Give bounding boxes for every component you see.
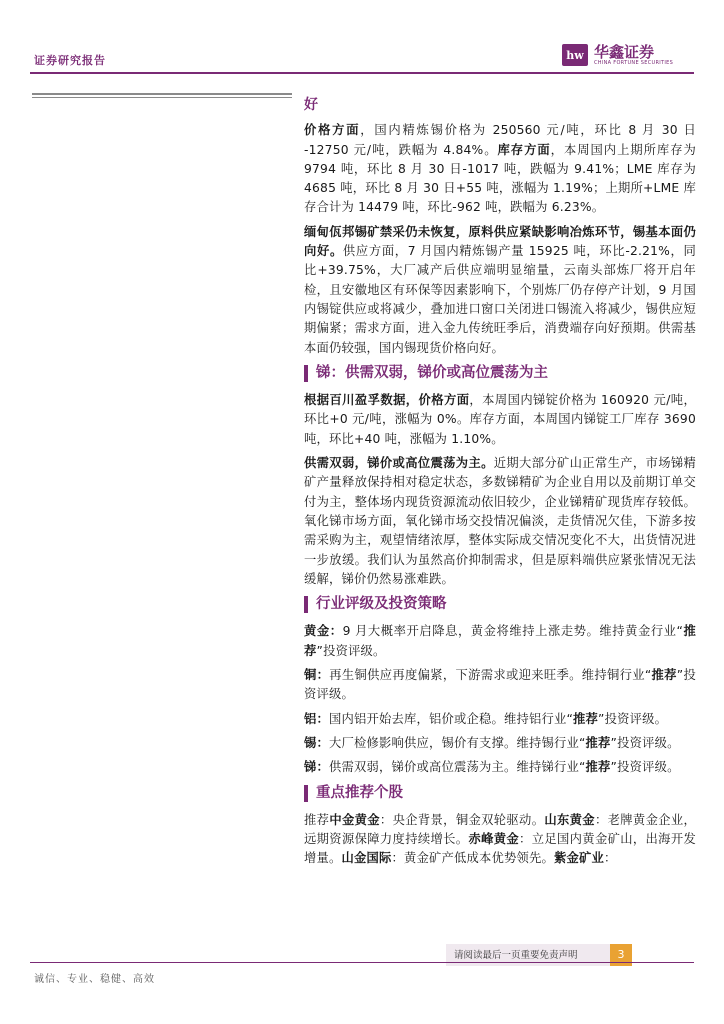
logo-name-cn: 华鑫证券 bbox=[594, 43, 655, 61]
section-heading-stocks: 重点推荐个股 bbox=[304, 784, 696, 803]
logo-name-en: CHINA FORTUNE SECURITIES bbox=[594, 60, 674, 66]
paragraph-antimony-price: 根据百川盈孚数据，价格方面，本周国内锑锭价格为 160920 元/吨，环比+0 元/吨，涨幅为 0%。库存方面，本周国内锑锭工厂库存 3690 吨，环比+40 吨，涨幅为 1.10%。 bbox=[304, 393, 696, 446]
paragraph-antimony-supply: 供需双弱，锑价或高位震荡为主。近期大部分矿山正常生产，市场锑精矿产量释放保持相对稳定状态，多数锑精矿为企业自用以及前期订单交付为主，整体场内现货资源流动依旧较少，企业锑精矿现货库存较低。氧化锑市场方面，氧化锑市场交投情况偏淡，走货情况欠佳，下游多按需采购为主，观望情绪浓厚，整体实际成交情况变化不大，出货情况进一步放缓。我们认为虽然高价抑制需求，但是原料端供应紧张情况无法缓解，锑价仍然易涨难跌。 bbox=[304, 456, 696, 586]
section-heading-antimony: 锑：供需双弱，锑价或高位震荡为主 bbox=[304, 364, 696, 383]
rating-copper: 铜：再生铜供应再度偏紧，下游需求或迎来旺季。维持铜行业“推荐”投资评级。 bbox=[304, 668, 696, 702]
rating-antimony: 锑：供需双弱，锑价或高位震荡为主。维持锑行业“推荐”投资评级。 bbox=[304, 760, 680, 775]
header-divider bbox=[30, 72, 694, 74]
paragraph-tin-supply: 缅甸佤邦锡矿禁采仍未恢复，原料供应紧缺影响冶炼环节，锡基本面仍向好。供应方面，7 月国内精炼锡产量 15925 吨，环比-2.21%，同比+39.75%，大厂减产后供应端明显缩量，云南头部炼厂将开启年检，且安徽地区有环保等因素影响下，个别炼厂仍存停产计划，9 月国内锡锭供应或将减少，叠加进口窗口关闭进口锡流入将减少，锡供应短期偏紧；需求方面，进入金九传统旺季后，消费端存向好预期。供需基本面仍较强，国内锡现货价格向好。 bbox=[304, 224, 696, 355]
section-bar-icon bbox=[304, 596, 308, 613]
disclaimer-link[interactable]: 请阅读最后一页重要免责声明 bbox=[454, 950, 578, 961]
logo-mark-icon: hw bbox=[562, 44, 588, 66]
section-bar-icon bbox=[304, 365, 308, 382]
rating-aluminum: 铝：国内铝开始去库，铝价或企稳。维持铝行业“推荐”投资评级。 bbox=[304, 711, 668, 726]
section-bar-icon bbox=[304, 785, 308, 802]
rating-gold: 黄金：9 月大概率开启降息，黄金将维持上涨走势。维持黄金行业“推荐”投资评级。 bbox=[304, 624, 696, 658]
section-heading-ratings: 行业评级及投资策略 bbox=[304, 595, 696, 614]
sidebar-rule-2 bbox=[32, 97, 292, 98]
sidebar-rule-1 bbox=[32, 93, 292, 95]
company-logo bbox=[562, 44, 673, 66]
main-content bbox=[304, 96, 696, 874]
footer-divider bbox=[30, 962, 694, 963]
footer-slogan: 诚信、专业、稳健、高效 bbox=[34, 974, 155, 985]
rating-tin: 锡：大厂检修影响供应，锡价有支撑。维持锡行业“推荐”投资评级。 bbox=[304, 735, 680, 750]
page-number-badge: 3 bbox=[610, 944, 632, 966]
paragraph-stock-picks: 推荐中金黄金：央企背景，铜金双轮驱动。山东黄金：老牌黄金企业，远期资源保障力度持续增长。赤峰黄金：立足国内黄金矿山，出海开发增量。山金国际：黄金矿产低成本优势领先。紫金矿业： bbox=[304, 812, 697, 866]
paragraph-tin-price: 价格方面，国内精炼锡价格为 250560 元/吨，环比 8 月 30 日 -12750 元/吨，跌幅为 4.84%。库存方面，本周国内上期所库存为 9794 吨，环比 8 月 30 日-1017 吨，跌幅为 9.41%；LME 库存为 4685 吨，环比 8 月 30 日+55 吨，涨幅为 1.19%；上期所+LME 库存合计为 14479 吨，环比-962 吨，跌幅为 6.23%。 bbox=[304, 123, 696, 215]
report-type-label: 证券研究报告 bbox=[34, 54, 106, 67]
continued-heading: 好 bbox=[304, 97, 318, 113]
